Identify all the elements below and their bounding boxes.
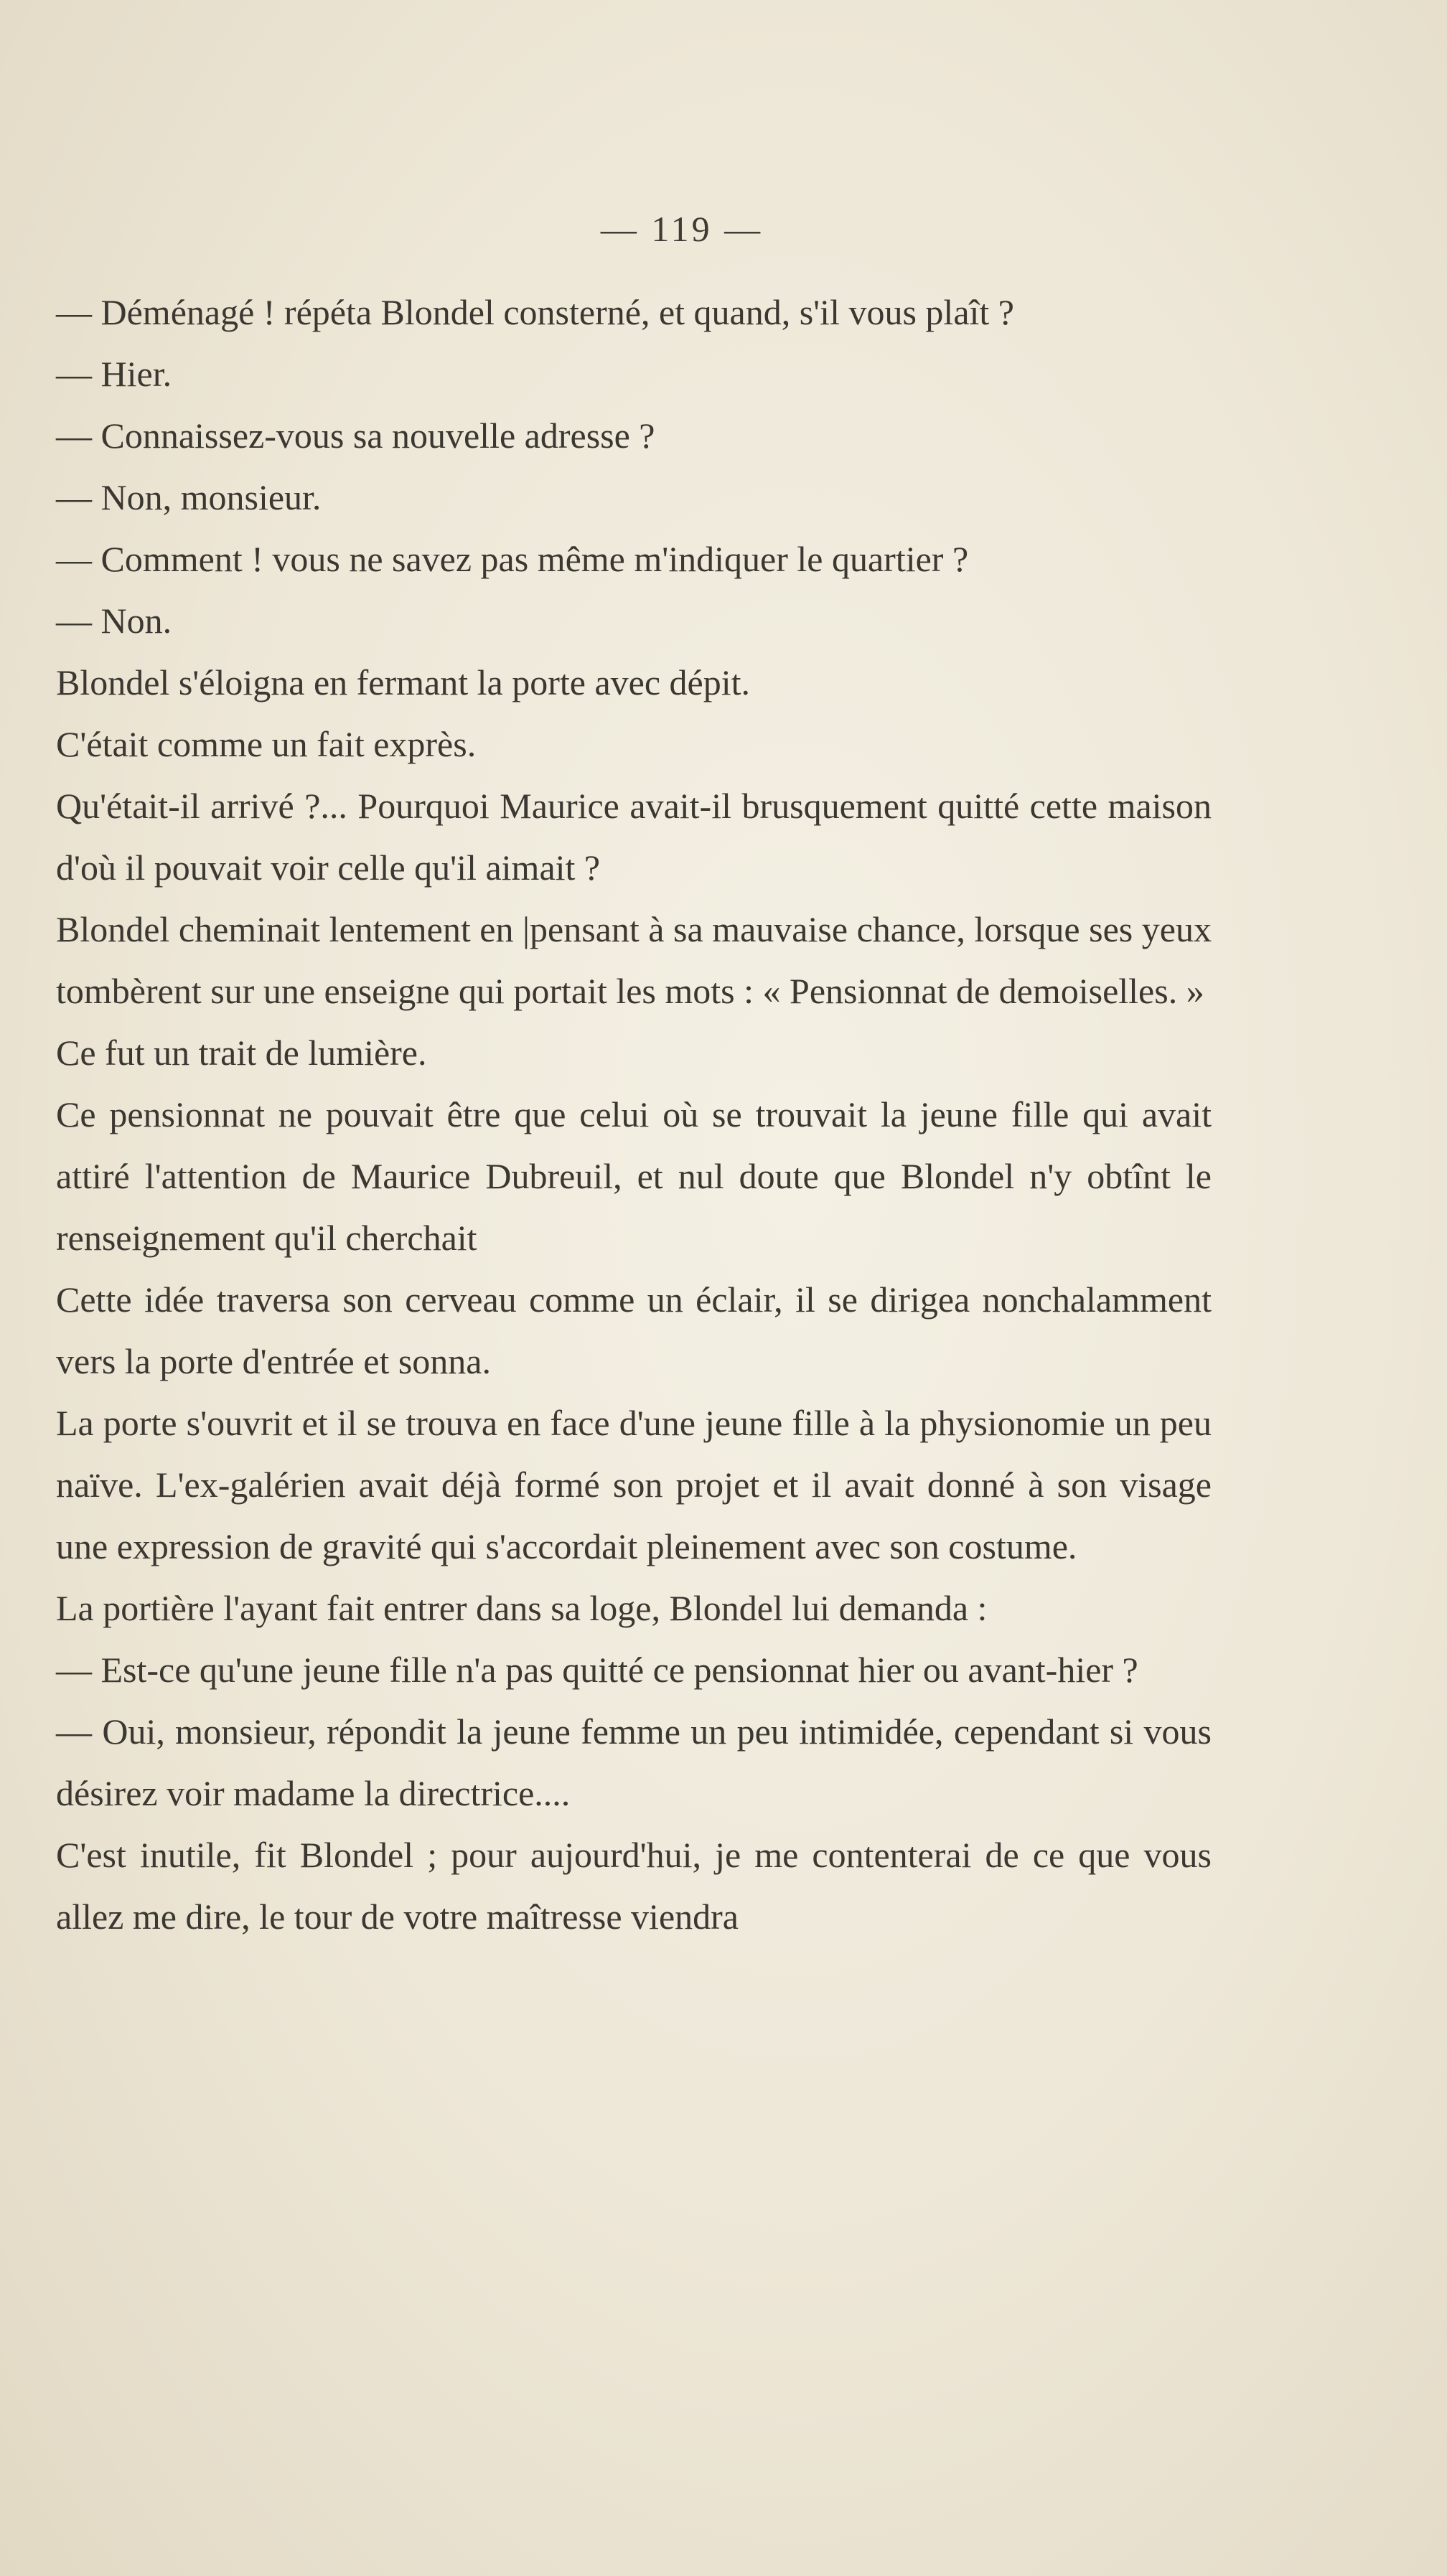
paragraph: C'est inutile, fit Blondel ; pour aujourd'hui, je me contenterai de ce que vous allez me dire, le tour de votre maîtresse viendra [56,1835,1212,1937]
paragraph: La portière l'ayant fait entrer dans sa loge, Blondel lui demanda : [56,1588,988,1628]
page-number: — 119 — [600,209,764,249]
paragraph: Ce fut un trait de lumière. [56,1033,427,1073]
paragraph: — Hier. [56,354,172,394]
paragraph: — Connaissez-vous sa nouvelle adresse ? [56,415,655,456]
paragraph: — Non. [56,601,172,641]
body-text [56,281,1212,1947]
paragraph: Ce pensionnat ne pouvait être que celui où se trouvait la jeune fille qui avait attiré l'attention de Maurice Dubreuil, et nul doute que Blondel n'y obtînt le renseignement qu'il cherchait [56,1094,1212,1258]
paragraph: — Déménagé ! répéta Blondel consterné, et quand, s'il vous plaît ? [56,292,1014,332]
paragraph: — Oui, monsieur, répondit la jeune femme un peu intimidée, cependant si vous désirez voir madame la directrice.... [56,1711,1212,1813]
paragraph: Cette idée traversa son cerveau comme un éclair, il se dirigea nonchalamment vers la porte d'entrée et sonna. [56,1279,1212,1381]
paragraph: Blondel cheminait lentement en |pensant à sa mauvaise chance, lorsque ses yeux tombèrent sur une enseigne qui portait les mots : « Pensionnat de demoiselles. » [56,909,1212,1011]
paragraph: — Comment ! vous ne savez pas même m'indiquer le quartier ? [56,539,969,579]
paragraph: Blondel s'éloigna en fermant la porte avec dépit. [56,662,750,702]
paragraph: C'était comme un fait exprès. [56,724,477,764]
paragraph: — Non, monsieur. [56,477,322,517]
paragraph: La porte s'ouvrit et il se trouva en face d'une jeune fille à la physionomie un peu naïve. L'ex-galérien avait déjà formé son projet et il avait donné à son visage une expression de gravité qui s'accordait pleinement avec son costume. [56,1403,1212,1566]
paragraph: — Est-ce qu'une jeune fille n'a pas quitté ce pensionnat hier ou avant-hier ? [56,1650,1138,1690]
paragraph: Qu'était-il arrivé ?... Pourquoi Maurice avait-il brusquement quitté cette maison d'où il pouvait voir celle qu'il aimait ? [56,786,1212,888]
